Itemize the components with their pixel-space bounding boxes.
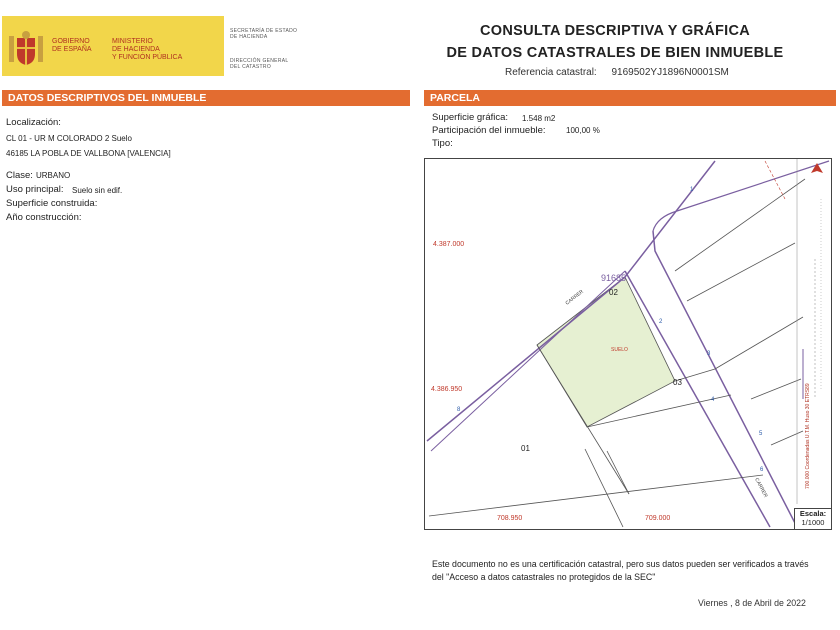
- street-label-1: CARRER: [564, 288, 585, 307]
- street-number: 3: [707, 351, 711, 357]
- escala-label: Escala:: [799, 509, 827, 518]
- parcel-ref-label: 91685: [601, 273, 627, 283]
- referencia-catastral: [505, 67, 729, 78]
- address-line1: CL 01 - UR M COLORADO 2 Suelo: [6, 134, 132, 143]
- localizacion-label: Localización:: [6, 117, 61, 128]
- ministry-label: MINISTERIO DE HACIENDA Y FUNCIÓN PÚBLICA: [112, 38, 183, 61]
- cadastral-map: [424, 158, 832, 530]
- parcel-02-label: 02: [609, 288, 618, 297]
- parcel-line: [607, 451, 629, 494]
- datos-descriptivos-bar: DATOS DESCRIPTIVOS DEL INMUEBLE: [2, 90, 410, 106]
- north-arrow-icon: [811, 163, 823, 173]
- clase-value: URBANO: [36, 171, 71, 180]
- clase-label: Clase:: [6, 170, 33, 181]
- participacion-label: Participación del inmueble:: [432, 125, 546, 136]
- disclaimer-text: Este documento no es una certificación catastral, pero sus datos pueden ser verificados a través del "Acceso a datos catastrales no protegidos de la SEC": [432, 559, 809, 582]
- street-edge: [653, 161, 829, 231]
- parcel-line: [675, 179, 805, 271]
- street-number: 6: [760, 467, 764, 473]
- parcela-bar: PARCELA: [424, 90, 836, 106]
- parcel-line: [687, 243, 795, 301]
- street-number: 5: [759, 431, 763, 437]
- anio-construccion-label: Año construcción:: [6, 212, 82, 223]
- parcel-line: [765, 161, 785, 199]
- street-number: 4: [711, 397, 715, 403]
- superficie-grafica-value: 1.548 m2: [522, 114, 556, 123]
- parcel-line: [585, 449, 623, 527]
- uso-label: Uso principal:: [6, 184, 64, 195]
- ref-label: Referencia catastral:: [505, 67, 597, 78]
- parcel-line: [771, 431, 803, 445]
- suelo-label: SUELO: [611, 347, 628, 353]
- parcel-line: [429, 475, 763, 516]
- coord-x1: 708.950: [497, 515, 523, 522]
- street-label-2: CARRER: [753, 477, 769, 499]
- street-number: 8: [457, 407, 461, 413]
- coord-y1: 4.387.000: [433, 241, 465, 248]
- map-legend-text: 700.000 Coordenadas U.T.M. Huso 30 ETRS89: [805, 383, 811, 489]
- catastro-label: DIRECCIÓN GENERAL DEL CATASTRO: [230, 58, 289, 70]
- parcel-03-label: 03: [673, 378, 682, 387]
- parcel-01-label: 01: [521, 444, 530, 453]
- tipo-label: Tipo:: [432, 138, 453, 149]
- street-edge: [625, 271, 770, 527]
- map-scale: [794, 508, 832, 530]
- coord-x2: 709.000: [645, 515, 671, 522]
- coat-of-arms-icon: [6, 30, 46, 70]
- parcel-area: [537, 277, 675, 427]
- parcel-line: [715, 317, 803, 369]
- document-date: Viernes , 8 de Abril de 2022: [698, 598, 806, 608]
- government-label: GOBIERNO DE ESPAÑA: [52, 38, 92, 53]
- participacion-value: 100,00 %: [566, 126, 600, 135]
- cadastral-map-drawing: [425, 159, 831, 529]
- superficie-grafica-label: Superficie gráfica:: [432, 112, 509, 123]
- document-title: CONSULTA DESCRIPTIVA Y GRÁFICA DE DATOS CATASTRALES DE BIEN INMUEBLE: [446, 23, 784, 61]
- escala-value: 1/1000: [801, 518, 825, 527]
- superficie-construida-label: Superficie construida:: [6, 198, 98, 209]
- secretaria-label: SECRETARÍA DE ESTADO DE HACIENDA: [230, 28, 298, 40]
- uso-value: Suelo sin edif.: [72, 186, 123, 195]
- street-number: 1: [690, 187, 694, 193]
- address-line2: 46185 LA POBLA DE VALLBONA [VALENCIA]: [6, 149, 171, 158]
- coord-y2: 4.386.950: [431, 386, 463, 393]
- ref-value: 9169502YJ1896N0001SM: [611, 67, 729, 78]
- parcel-line: [751, 379, 801, 399]
- government-header: [2, 16, 224, 76]
- street-number: 2: [659, 319, 663, 325]
